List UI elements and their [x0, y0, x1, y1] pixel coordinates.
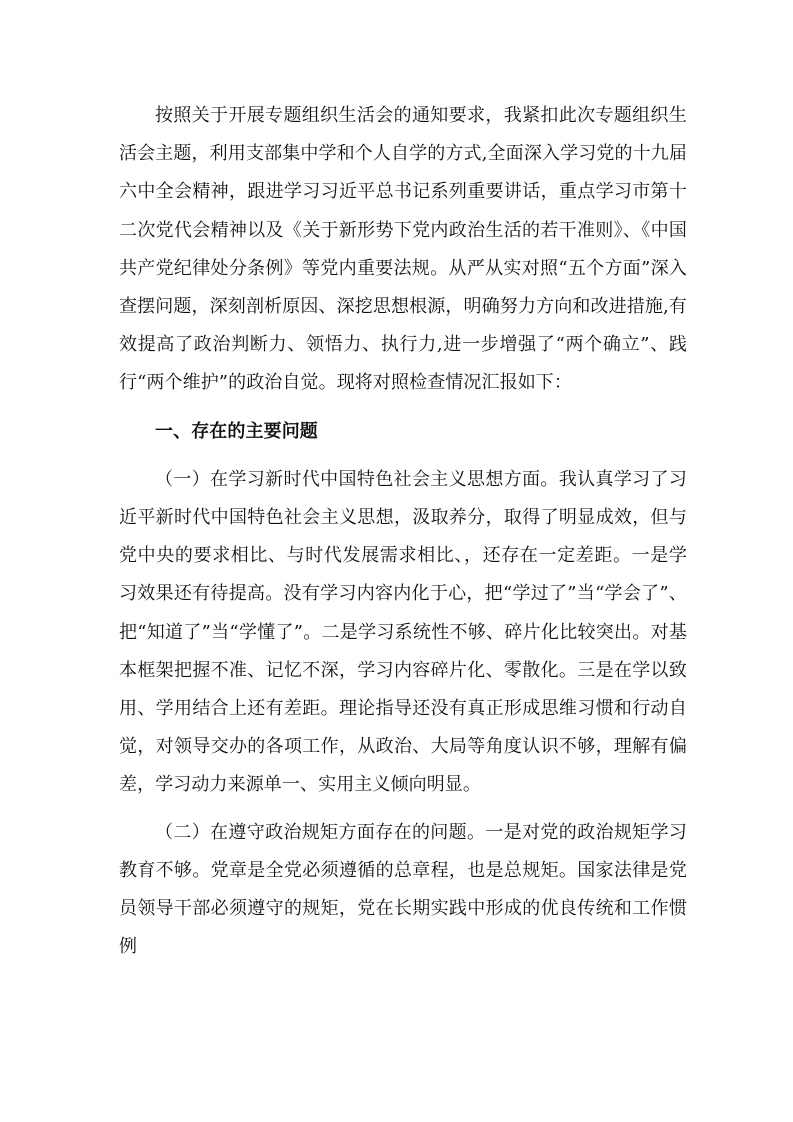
problem-item-2-paragraph: （二）在遵守政治规矩方面存在的问题。一是对党的政治规矩学习教育不够。党章是全党必须遵循的总章程，也是总规矩。国家法律是党员领导干部必须遵守的规矩，党在长期实践中形成的优良传统和工作惯例	[119, 821, 687, 958]
problem-item-1-paragraph: （一）在学习新时代中国特色社会主义思想方面。我认真学习了习近平新时代中国特色社会主义思想，汲取养分，取得了明显成效，但与党中央的要求相比、与时代发展需求相比、，还存在一定差距。一是学习效果还有待提高。没有学习内容内化于心，把“学过了”当“学会了”、把“知道了”当“学懂了”。二是学习系统性不够、碎片化比较突出。对基本框架把握不准、记忆不深，学习内容碎片化、零散化。三是在学以致用、学用结合上还有差距。理论指导还没有真正形成思维习惯和行动自觉，对领导交办的各项工作，从政治、大局等角度认识不够，理解有偏差，学习动力来源单一、实用主义倾向明显。	[119, 468, 687, 796]
document-body	[119, 97, 687, 966]
intro-paragraph: 按照关于开展专题组织生活会的通知要求，我紧扣此次专题组织生活会主题，利用支部集中学和个人自学的方式,全面深入学习党的十九届六中全会精神，跟进学习习近平总书记系列重要讲话，重点学习市第十二次党代会精神以及《关于新形势下党内政治生活的若干准则》、《中国共产党纪律处分条例》等党内重要法规。从严从实对照“五个方面”深入查摆问题，深刻剖析原因、深挖思想根源，明确努力方向和改进措施,有效提高了政治判断力、领悟力、执行力,进一步增强了“两个确立”、践行“两个维护”的政治自觉。现将对照检查情况汇报如下：	[119, 105, 687, 394]
section-heading-main-problems: 一、存在的主要问题	[155, 420, 318, 442]
